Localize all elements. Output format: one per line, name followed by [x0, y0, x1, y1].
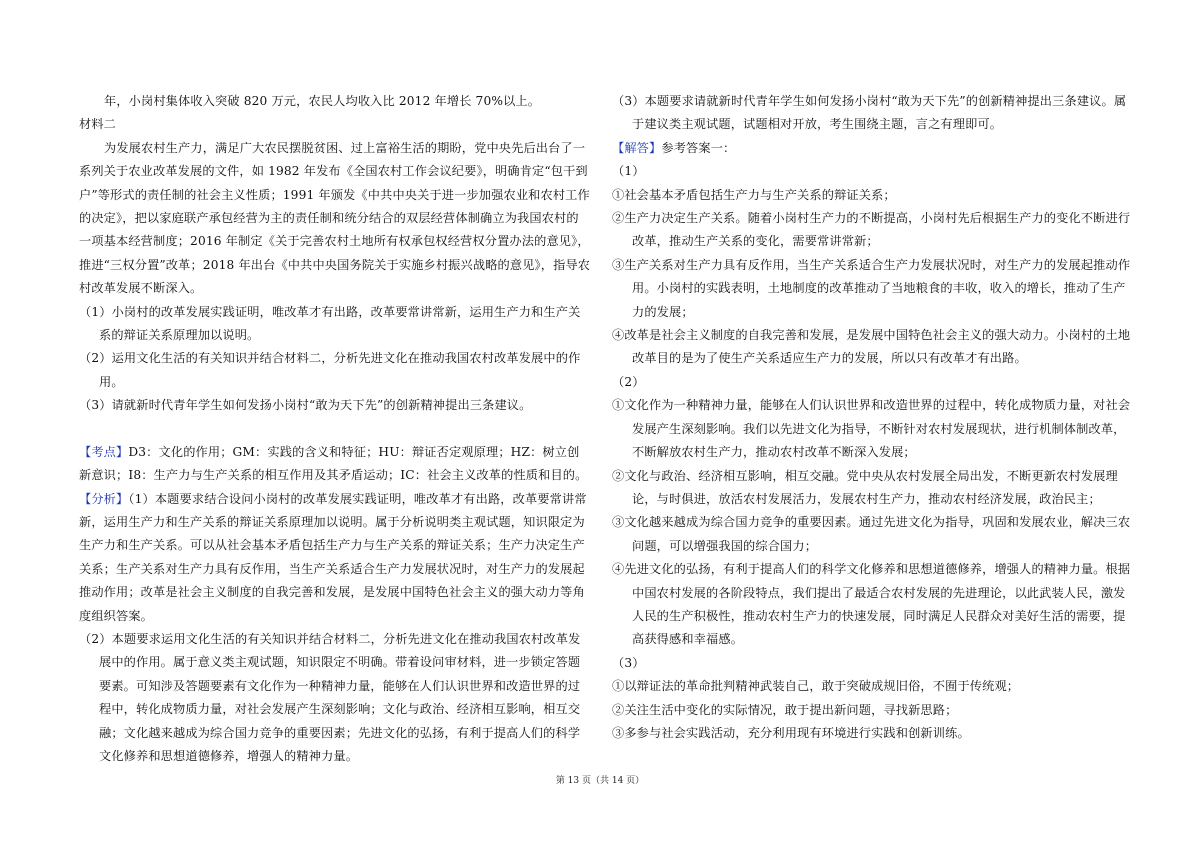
- kaodian-tag: 【考点】: [79, 444, 129, 459]
- question-1: （1）小岗村的改革发展实践证明，唯改革才有出路，改革要常讲常新，运用生产力和生产关系的辩证关系原理加以说明。: [79, 304, 581, 343]
- part1-item-4: ④改革是社会主义制度的自我完善和发展，是发展中国特色社会主义的强大动力。小岗村的土地改革目的是为了使生产关系适应生产力的发展，所以只有改革才有出路。: [612, 328, 1131, 366]
- question-2: （2）运用文化生活的有关知识并结合材料二，分析先进文化在推动我国农村改革发展中的作用。: [79, 351, 581, 389]
- intro-continuation: 年，小岗村集体收入突破 820 万元，农民人均收入比 2012 年增长 70%以上。: [104, 94, 541, 108]
- fenxi-1-text: （1）本题要求结合设问小岗村的改革发展实践证明，唯改革才有出路，改革要常讲常新，运用生产力和生产关系的辩证关系原理加以说明。属于分析说明类主观试题，知识限定为生产力和生产关系。可以从社会基本矛盾包括生产力与生产关系的辩证关系；生产力决定生产关系；生产关系对生产力具有反作用，当生产关系适合生产力发展状况时，对生产力的发展起推动作用；改革是社会主义制度的自我完善和发展，是发展中国特色社会主义的强大动力等角度组织答案。: [79, 491, 587, 623]
- question-3: （3）请就新时代青年学生如何发扬小岗村“敢为天下先”的创新精神提出三条建议。: [79, 398, 532, 413]
- fenxi-3: （3）本题要求请就新时代青年学生如何发扬小岗村“敢为天下先”的创新精神提出三条建议。属于建议类主观试题，试题相对开放，考生围绕主题，言之有理即可。: [612, 94, 1127, 132]
- part3-label: （3）: [612, 655, 645, 670]
- part2-item-4: ④先进文化的弘扬，有利于提高人们的科学文化修养和思想道德修养，增强人的精神力量。根据中国农村发展的各阶段特点，我们提出了最适合农村发展的先进理论，以此武装人民，激发人民的生产积极性，推动农村生产力的快速发展，同时满足人民群众对美好生活的需要，提高获得感和幸福感。: [612, 562, 1131, 647]
- fenxi-2: （2）本题要求运用文化生活的有关知识并结合材料二，分析先进文化在推动我国农村改革发展中的作用。属于意义类主观试题，知识限定不明确。带着设问审材料，进一步锁定答题要素。可知涉及答题要素有文化作为一种精神力量，能够在人们认识世界和改造世界的过程中，转化成物质力量，对社会发展产生深刻影响；文化与政治、经济相互影响，相互交融；文化越来越成为综合国力竞争的重要因素；先进文化的弘扬，有利于提高人们的科学文化修养和思想道德修养，增强人的精神力量。: [79, 631, 581, 763]
- fenxi-tag: 【分析】: [79, 491, 129, 506]
- part2-label: （2）: [612, 374, 645, 389]
- fenxi-paragraph: [79, 488, 591, 628]
- page-footer: 第 13 页（共 14 页）: [555, 776, 645, 786]
- part2-item-1: ①文化作为一种精神力量，能够在人们认识世界和改造世界的过程中，转化成物质力量，对社会发展产生深刻影响。我们以先进文化为指导，不断针对农村发展现状，进行机制体制改革，不断解放农村生产力，推动农村改革不断深入发展；: [612, 398, 1131, 460]
- part1-item-2: ②生产力决定生产关系。随着小岗村生产力的不断提高，小岗村先后根据生产力的变化不断进行改革，推动生产关系的变化，需要常讲常新；: [612, 211, 1131, 249]
- part3-item-1: ①以辩证法的革命批判精神武装自己，敢于突破成规旧俗，不囿于传统观；: [612, 679, 1020, 694]
- material2-body: 为发展农村生产力，满足广大农民摆脱贫困、过上富裕生活的期盼，党中央先后出台了一系列关于农业改革发展的文件，如 1982 年发布《全国农村工作会议纪要》，明确肯定“包干到户”等形式的责任制的社会主义性质；1991 年颁发《中共中央关于进一步加强农业和农村工作的决定》，把以家庭联产承包经营为主的责任制和统分结合的双层经营体制确立为我国农村的一项基本经营制度；2016 年制定《关于完善农村土地所有权承包权经营权分置办法的意见》，推进“三权分置”改革；2018 年出台《中共中央国务院关于实施乡村振兴战略的意见》，指导农村改革发展不断深入。: [79, 140, 591, 296]
- part1-label: （1）: [612, 164, 645, 179]
- part2-item-2: ②文化与政治、经济相互影响，相互交融。党中央从农村发展全局出发，不断更新农村发展理论，与时俱进，放活农村发展活力，发展农村生产力，推动农村经济发展，政治民主；: [612, 468, 1118, 506]
- section-gap: [79, 418, 591, 441]
- jieda-tag: 【解答】: [612, 140, 662, 155]
- part1-item-1: ①社会基本矛盾包括生产力与生产关系的辩证关系；: [612, 187, 896, 202]
- kaodian-paragraph: [79, 441, 591, 488]
- kaodian-text: D3：文化的作用；GM：实践的含义和特征；HU：辩证否定观原理；HZ：树立创新意识；I8：生产力与生产关系的相互作用及其矛盾运动；IC：社会主义改革的性质和目的。: [79, 444, 588, 483]
- jieda-text: 参考答案一：: [661, 140, 736, 155]
- part2-item-3: ③文化越来越成为综合国力竞争的重要因素。通过先进文化为指导，巩固和发展农业，解决三农问题，可以增强我国的综合国力；: [612, 515, 1131, 553]
- right-column: [612, 90, 1132, 745]
- left-column: [79, 90, 591, 768]
- part3-item-3: ③多参与社会实践活动，充分利用现有环境进行实践和创新训练。: [612, 725, 970, 740]
- part1-item-3: ③生产关系对生产力具有反作用，当生产关系适合生产力发展状况时，对生产力的发展起推动作用。小岗村的实践表明，土地制度的改革推动了当地粮食的丰收，收入的增长，推动了生产力的发展；: [612, 257, 1131, 319]
- part3-item-2: ②关注生活中变化的实际情况，敢于提出新问题，寻找新思路；: [612, 702, 958, 717]
- jieda-paragraph: [612, 137, 1132, 160]
- material2-title: 材料二: [79, 117, 117, 132]
